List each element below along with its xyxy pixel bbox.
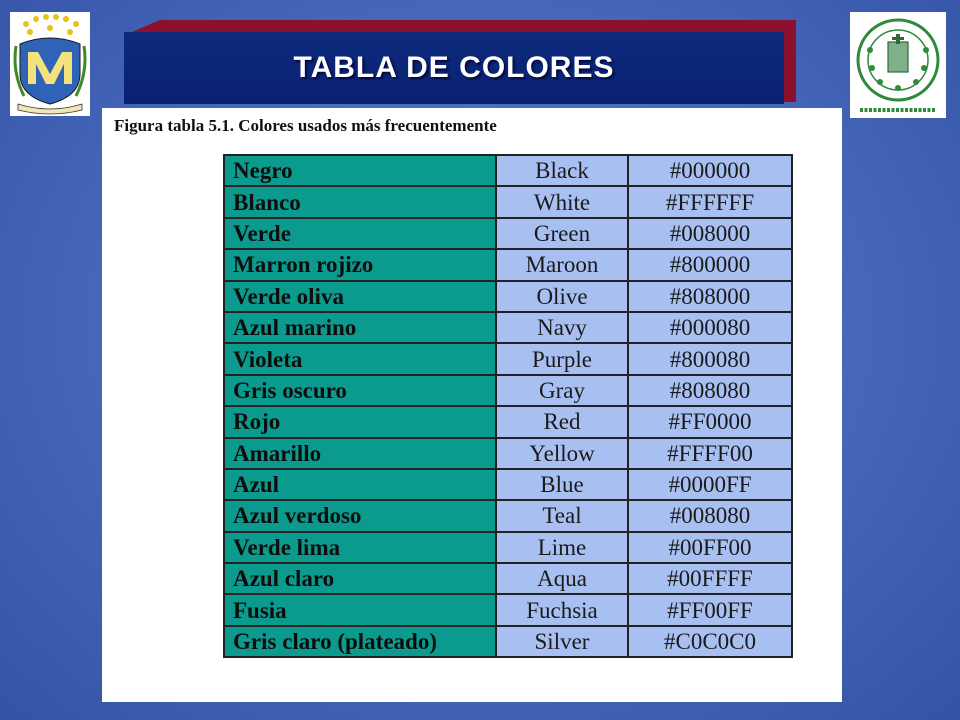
- english-name-cell: Lime: [496, 532, 628, 563]
- english-name-cell: Olive: [496, 281, 628, 312]
- table-row: [224, 312, 792, 343]
- english-name-cell: Navy: [496, 312, 628, 343]
- hex-code-cell: #FF0000: [628, 406, 792, 437]
- table-row: [224, 532, 792, 563]
- table-row: [224, 281, 792, 312]
- spanish-name-cell: Rojo: [224, 406, 496, 437]
- hex-code-cell: #000080: [628, 312, 792, 343]
- english-name-cell: Silver: [496, 626, 628, 657]
- hex-code-cell: #800080: [628, 343, 792, 374]
- spanish-name-cell: Marron rojizo: [224, 249, 496, 280]
- spanish-name-cell: Fusia: [224, 594, 496, 625]
- color-table: [223, 154, 793, 658]
- english-name-cell: Red: [496, 406, 628, 437]
- hex-code-cell: #C0C0C0: [628, 626, 792, 657]
- spanish-name-cell: Azul verdoso: [224, 500, 496, 531]
- crest-icon: [10, 12, 90, 116]
- figure-caption: Figura tabla 5.1. Colores usados más frecuentemente: [114, 116, 497, 135]
- spanish-name-cell: Blanco: [224, 186, 496, 217]
- hex-code-cell: #00FF00: [628, 532, 792, 563]
- table-row: [224, 186, 792, 217]
- page-title: TABLA DE COLORES: [293, 51, 615, 84]
- table-row: [224, 155, 792, 186]
- table-row: [224, 375, 792, 406]
- table-row: [224, 218, 792, 249]
- english-name-cell: Teal: [496, 500, 628, 531]
- table-row: [224, 343, 792, 374]
- hex-code-cell: #000000: [628, 155, 792, 186]
- hex-code-cell: #800000: [628, 249, 792, 280]
- table-row: [224, 500, 792, 531]
- hex-code-cell: #008000: [628, 218, 792, 249]
- table-row: [224, 406, 792, 437]
- spanish-name-cell: Azul claro: [224, 563, 496, 594]
- table-row: [224, 594, 792, 625]
- spanish-name-cell: Violeta: [224, 343, 496, 374]
- hex-code-cell: #FFFF00: [628, 438, 792, 469]
- archdiocese-seal-logo: [850, 12, 946, 118]
- table-row: [224, 563, 792, 594]
- hex-code-cell: #FF00FF: [628, 594, 792, 625]
- hex-code-cell: #FFFFFF: [628, 186, 792, 217]
- spanish-name-cell: Negro: [224, 155, 496, 186]
- spanish-name-cell: Azul marino: [224, 312, 496, 343]
- seal-icon: [850, 12, 946, 118]
- hex-code-cell: #0000FF: [628, 469, 792, 500]
- spanish-name-cell: Verde oliva: [224, 281, 496, 312]
- table-row: [224, 438, 792, 469]
- hex-code-cell: #008080: [628, 500, 792, 531]
- spanish-name-cell: Azul: [224, 469, 496, 500]
- english-name-cell: Blue: [496, 469, 628, 500]
- figure-panel: [102, 108, 842, 702]
- spanish-name-cell: Gris oscuro: [224, 375, 496, 406]
- title-banner: [124, 20, 796, 104]
- english-name-cell: Black: [496, 155, 628, 186]
- english-name-cell: Aqua: [496, 563, 628, 594]
- table-row: [224, 626, 792, 657]
- school-crest-logo: [10, 12, 90, 116]
- spanish-name-cell: Verde: [224, 218, 496, 249]
- english-name-cell: Fuchsia: [496, 594, 628, 625]
- banner-front: [124, 32, 784, 104]
- table-row: [224, 469, 792, 500]
- english-name-cell: Purple: [496, 343, 628, 374]
- hex-code-cell: #808080: [628, 375, 792, 406]
- spanish-name-cell: Verde lima: [224, 532, 496, 563]
- spanish-name-cell: Gris claro (plateado): [224, 626, 496, 657]
- english-name-cell: Yellow: [496, 438, 628, 469]
- english-name-cell: White: [496, 186, 628, 217]
- hex-code-cell: #808000: [628, 281, 792, 312]
- english-name-cell: Gray: [496, 375, 628, 406]
- english-name-cell: Maroon: [496, 249, 628, 280]
- table-row: [224, 249, 792, 280]
- hex-code-cell: #00FFFF: [628, 563, 792, 594]
- english-name-cell: Green: [496, 218, 628, 249]
- spanish-name-cell: Amarillo: [224, 438, 496, 469]
